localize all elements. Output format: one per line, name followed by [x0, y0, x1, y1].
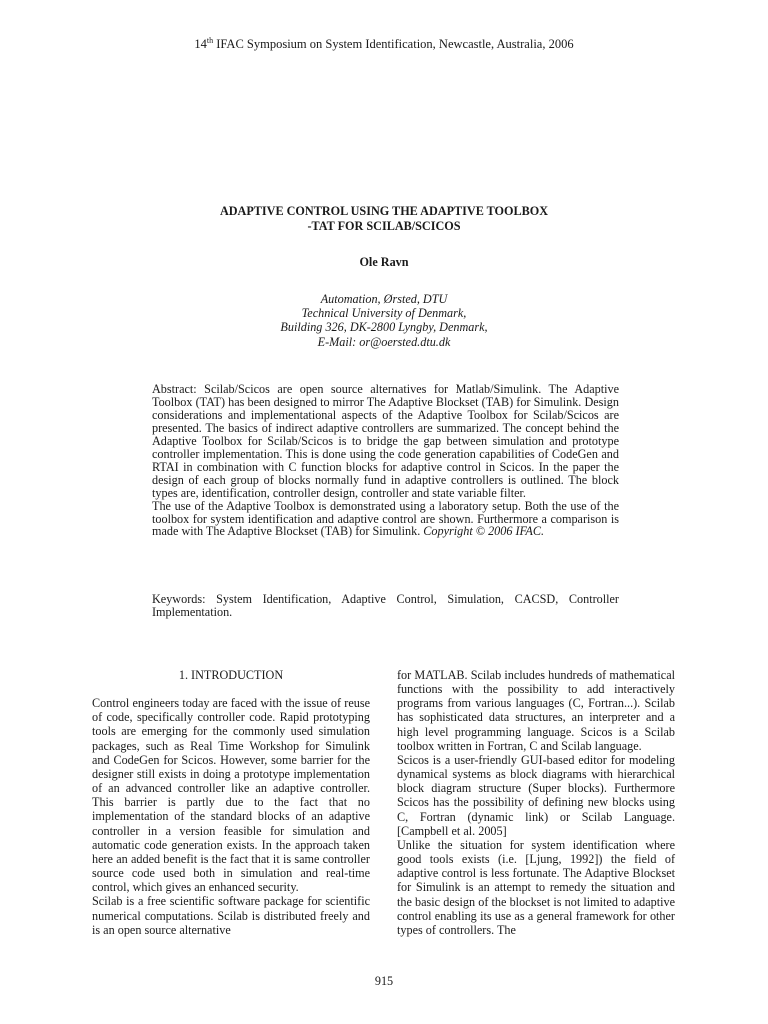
right-column — [397, 668, 675, 937]
affiliation-email: E-Mail: or@oersted.dtu.dk — [317, 334, 451, 349]
author-affiliation — [0, 292, 768, 349]
affiliation-line-3: Building 326, DK-2800 Lyngby, Denmark, — [280, 320, 488, 335]
author-name: Ole Ravn — [359, 255, 409, 269]
title-line-1: ADAPTIVE CONTROL USING THE ADAPTIVE TOOLBOX — [219, 204, 549, 218]
page-number: 915 — [374, 974, 394, 988]
abstract-paragraph-2-text: The use of the Adaptive Toolbox is demonstrated using a laboratory setup. Both the use of the toolbox for system identification and adaptive control are shown. Furthermore a comparison is made with The Adaptive Blockset (TAB) for Simulink. — [152, 498, 619, 539]
edition-number: 14 — [194, 37, 207, 52]
copyright-notice: Copyright © 2006 IFAC. — [423, 524, 545, 539]
intro-paragraph-4: Scicos is a user-friendly GUI-based editor for modeling dynamical systems as block diagrams with hierarchical block diagram structure (Super blocks). Furthermore Scicos has the possibility of defining new blocks using C, Fortran (dynamic link) or Scilab Language. [Campbell et al. 2005] — [397, 752, 675, 838]
intro-paragraph-5: Unlike the situation for system identification where good tools exists (i.e. [Ljung, 1992]) the field of adaptive control is less fortunate. The Adaptive Blockset for Simulink is an attempt to remedy the situation and the basic design of the blockset is not limited to adaptive control enabling its use as a general framework for other types of controllers. The — [397, 837, 675, 937]
intro-paragraph-1: Control engineers today are faced with the issue of reuse of code, specifically controller code. Rapid prototyping tools are emerging for the commonly used simulation packages, such as Real Time Workshop for Simulink and CodeGen for Scicos. However, some barrier for the designer still exists in doing a prototype implementation of an advanced controller like an adaptive controller. This barrier is partly due to the fact that no implementation of the standard blocks of an adaptive controller in a version feasible for simulation and automatic code generation exists. In the approach taken here an added benefit is the fact that it is same controller source code used both in simulation and real-time control, which gives an enhanced security. — [92, 696, 370, 895]
abstract-paragraph-1: Abstract: Scilab/Scicos are open source alternatives for Matlab/Simulink. The Adaptive Toolbox (TAT) has been designed to mirror The Adaptive Blockset (TAB) for Simulink. Design considerations and implementational aspects of the Adaptive Toolbox for Scilab/Scicos are presented. The basics of indirect adaptive controllers are summarized. The concept behind the Adaptive Toolbox for Scilab/Scicos is to bridge the gap between simulation and prototype controller implementation. This is done using the code generation capabilities of CodeGen and RTAI in combination with C function blocks for adaptive control in Scicos. In the paper the design of each group of blocks normally fund in adaptive controllers is outlined. The block types are, identification, controller design, controller and state variable filter. — [152, 382, 619, 500]
abstract — [152, 383, 619, 538]
affiliation-line-2: Technical University of Denmark, — [301, 306, 467, 321]
keywords: Keywords: System Identification, Adaptive Control, Simulation, CACSD, Controller Implementation. — [152, 592, 619, 619]
running-header — [0, 36, 768, 52]
intro-paragraph-3: for MATLAB. Scilab includes hundreds of mathematical functions with the possibility to add interactively programs from various languages (C, Fortran...). Scilab has sophisticated data structures, an interpreter and a high level programming language. Scicos is a Scilab toolbox written in Fortran, C and Scilab language. — [397, 668, 675, 753]
title-line-2: -TAT FOR SCILAB/SCICOS — [307, 219, 461, 233]
section-heading-introduction: 1. INTRODUCTION — [178, 668, 284, 682]
affiliation-line-1: Automation, Ørsted, DTU — [320, 292, 448, 306]
abstract-paragraph-2 — [152, 500, 619, 539]
conference-name: IFAC Symposium on System Identification, Newcastle, Australia, 2006 — [213, 37, 574, 52]
paper-title — [0, 204, 768, 234]
left-column — [92, 668, 370, 937]
edition-suffix: th — [206, 36, 214, 45]
intro-paragraph-2: Scilab is a free scientific software package for scientific numerical computations. Scilab is distributed freely and is an open source alternative — [92, 894, 370, 937]
